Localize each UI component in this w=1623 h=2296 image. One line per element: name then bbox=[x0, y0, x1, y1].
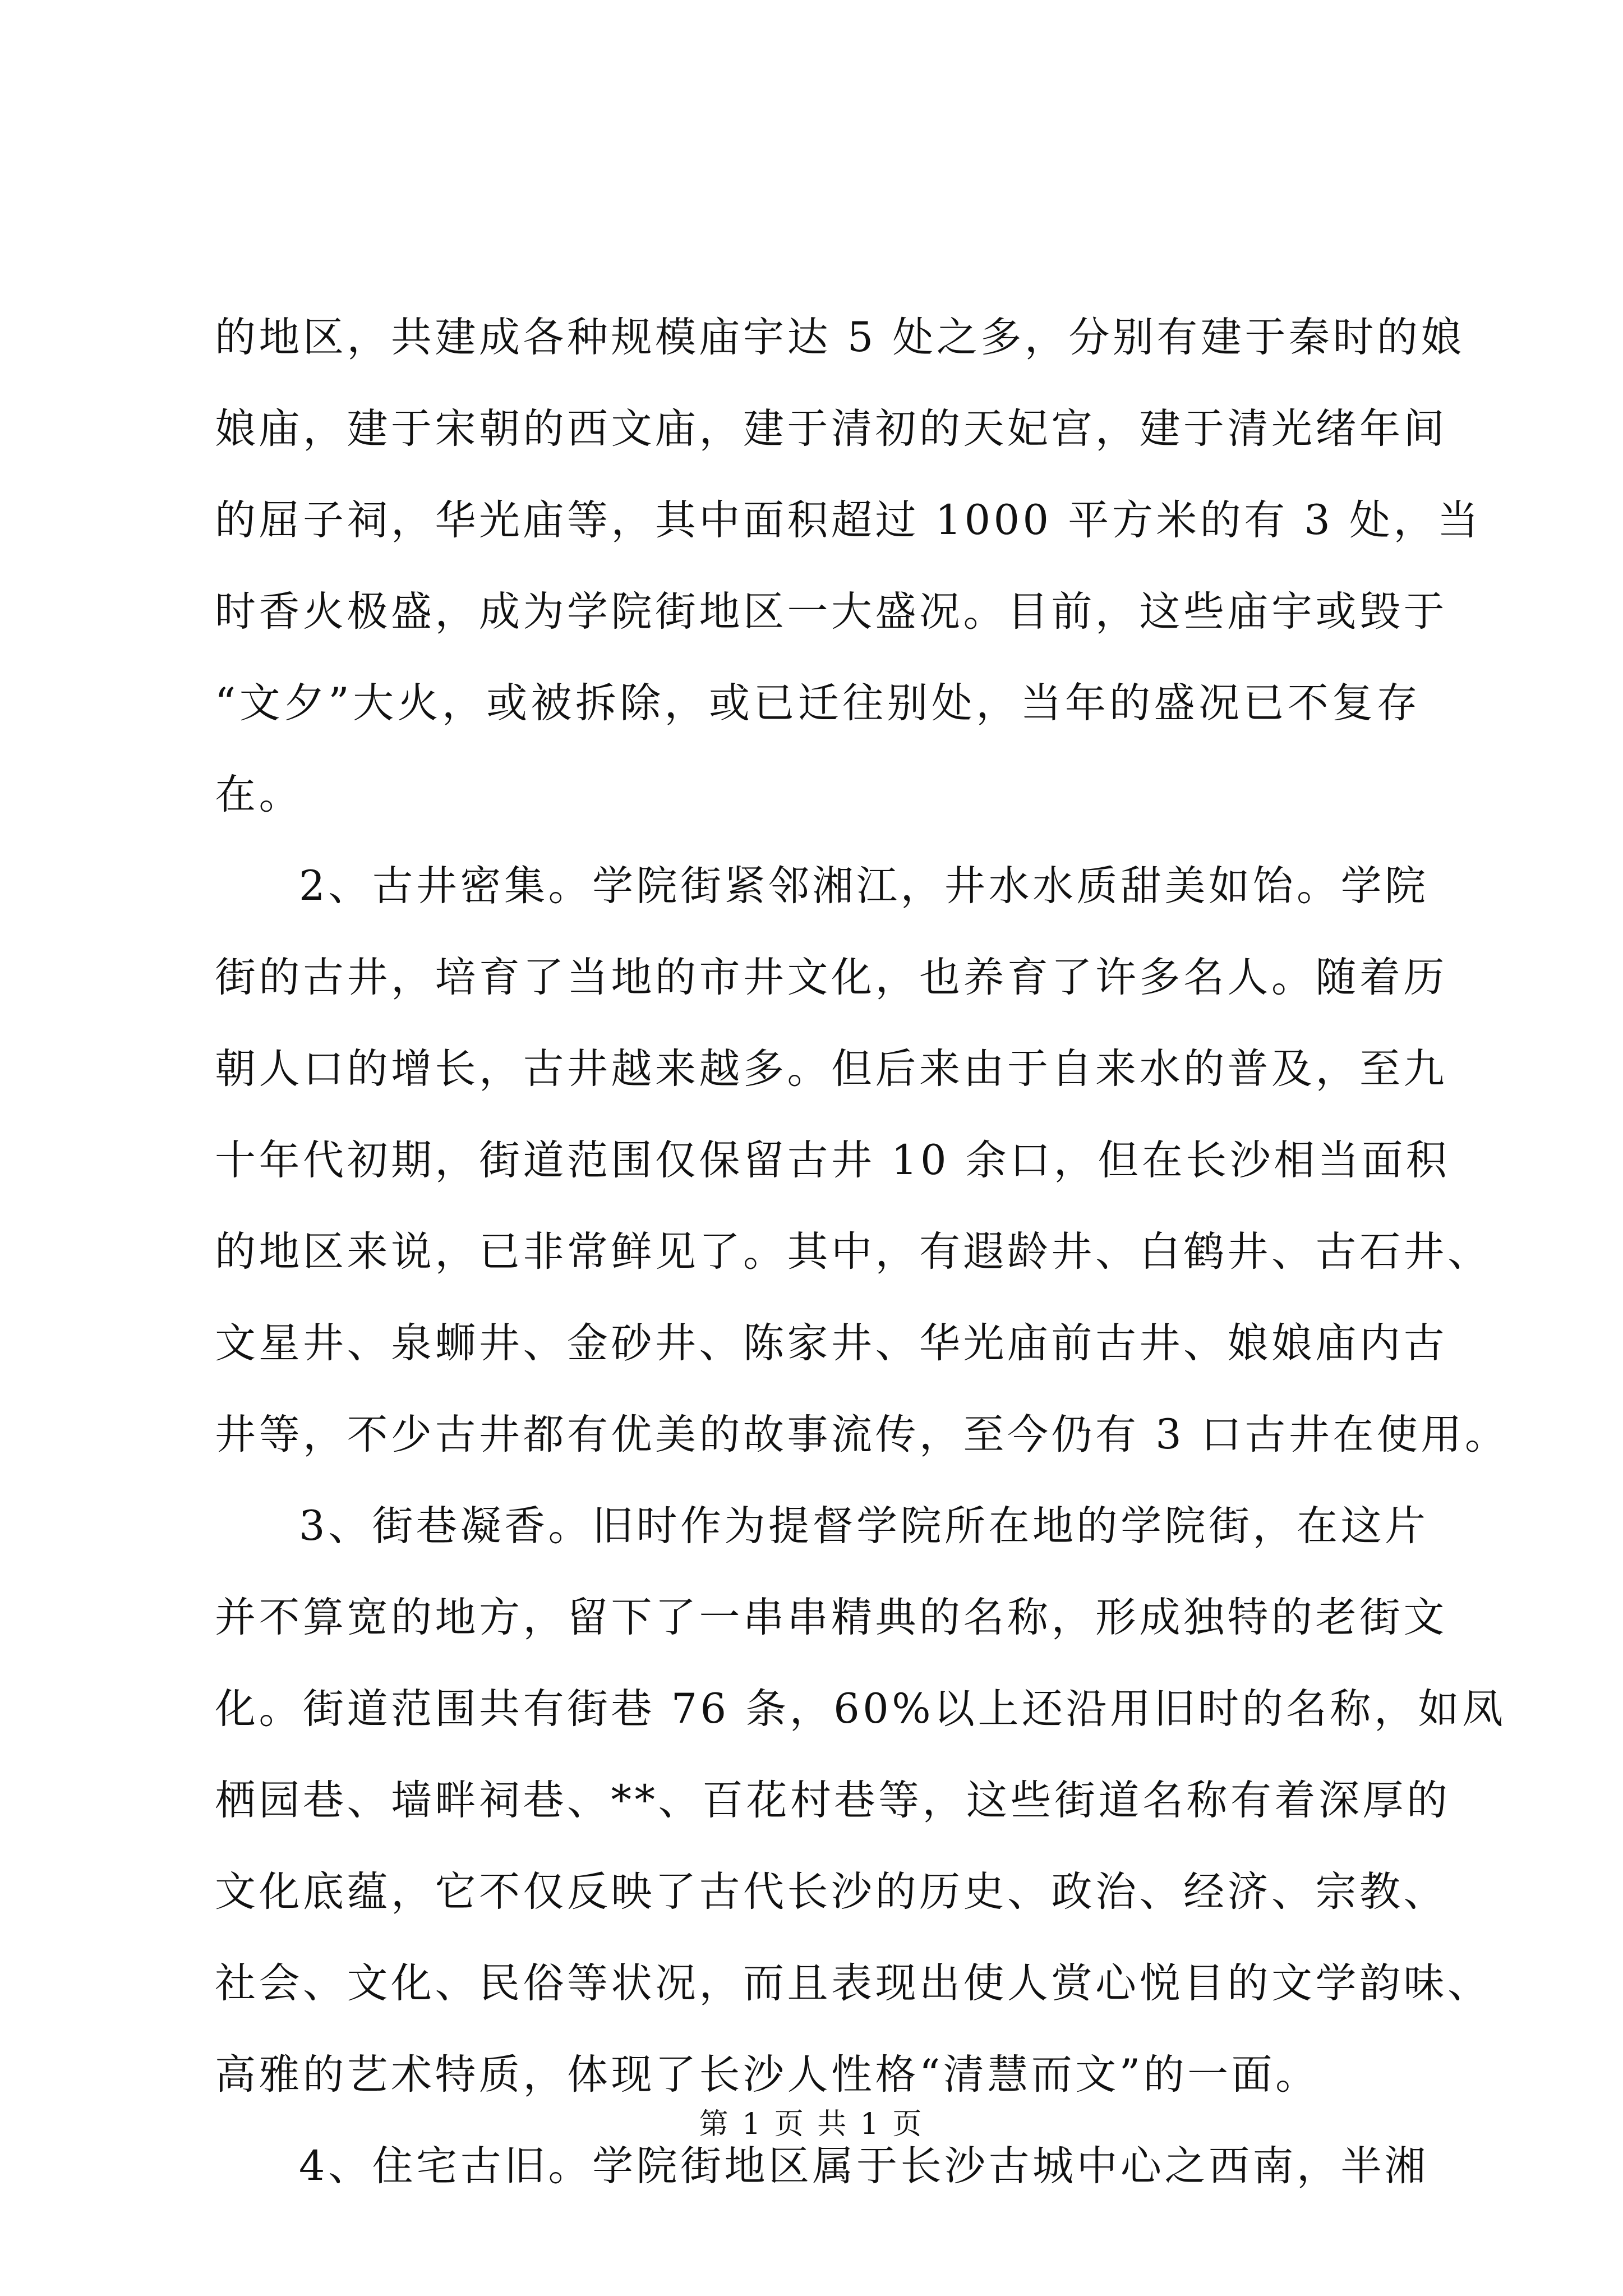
paragraph-start-line: 2、古井密集。学院街紧邻湘江，井水水质甜美如饴。学院 bbox=[299, 862, 1429, 910]
text-line: 在。 bbox=[215, 771, 303, 818]
text-line: 娘庙，建于宋朝的西文庙，建于清初的天妃宫，建于清光绪年间 bbox=[215, 405, 1447, 453]
text-line: “文夕”大火，或被拆除，或已迁往别处，当年的盛况已不复存 bbox=[215, 679, 1421, 727]
text-line: 文星井、泉蛳井、金砂井、陈家井、华光庙前古井、娘娘庙内古 bbox=[215, 1319, 1447, 1367]
paragraph-start-line: 3、街巷凝香。旧时作为提督学院所在地的学院街，在这片 bbox=[299, 1502, 1429, 1550]
text-line: 高雅的艺术特质，体现了长沙人性格“清慧而文”的一面。 bbox=[215, 2051, 1320, 2099]
text-line: 的地区来说，已非常鲜见了。其中，有遐龄井、白鹤井、古石井、 bbox=[215, 1228, 1492, 1276]
text-line: 的屈子祠，华光庙等，其中面积超过 1000 平方米的有 3 处，当 bbox=[215, 496, 1482, 544]
text-line: 栖园巷、墙畔祠巷、**、百花村巷等，这些街道名称有着深厚的 bbox=[215, 1777, 1451, 1824]
document-body bbox=[215, 292, 1509, 2212]
paragraph-start-line: 4、住宅古旧。学院街地区属于长沙古城中心之西南，半湘 bbox=[299, 2142, 1429, 2190]
text-line: 朝人口的增长，古井越来越多。但后来由于自来水的普及，至九 bbox=[215, 1045, 1447, 1093]
text-line: 社会、文化、民俗等状况，而且表现出使人赏心悦目的文学韵味、 bbox=[215, 1959, 1492, 2007]
text-line: 井等，不少古井都有优美的故事流传，至今仍有 3 口古井在使用。 bbox=[215, 1411, 1509, 1458]
page-footer: 第 1 页 共 1 页 bbox=[699, 2108, 924, 2141]
text-line: 的地区，共建成各种规模庙宇达 5 处之多，分别有建于秦时的娘 bbox=[215, 314, 1465, 361]
text-line: 时香火极盛，成为学院街地区一大盛况。目前，这些庙宇或毁于 bbox=[215, 588, 1447, 636]
text-line: 并不算宽的地方，留下了一串串精典的名称，形成独特的老街文 bbox=[215, 1594, 1447, 1641]
text-line: 街的古井，培育了当地的市井文化，也养育了许多名人。随着历 bbox=[215, 954, 1447, 1001]
text-line: 十年代初期，街道范围仅保留古井 10 余口，但在长沙相当面积 bbox=[215, 1137, 1450, 1184]
text-line: 化。街道范围共有街巷 76 条，60%以上还沿用旧时的名称，如凤 bbox=[215, 1685, 1506, 1733]
text-line: 文化底蕴，它不仅反映了古代长沙的历史、政治、经济、宗教、 bbox=[215, 1868, 1447, 1916]
